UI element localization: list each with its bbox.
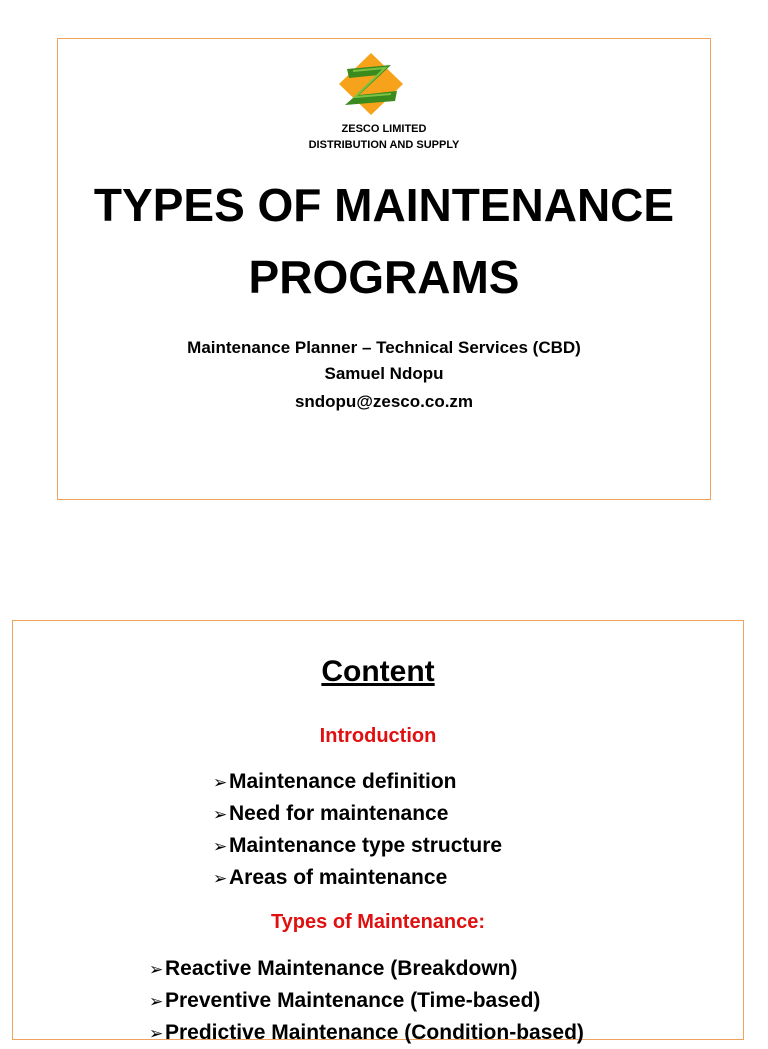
- content-slide: [12, 620, 744, 1044]
- arrow-bullet-icon: ➢: [149, 1024, 164, 1043]
- author-role: Maintenance Planner – Technical Services (CBD): [187, 338, 581, 357]
- list-item: ➢Areas of maintenance: [213, 862, 502, 894]
- list-item: ➢Predictive Maintenance (Condition-based): [149, 1017, 584, 1049]
- introduction-heading: Introduction: [319, 725, 437, 747]
- company-name: ZESCO LIMITED: [341, 123, 427, 135]
- arrow-bullet-icon: ➢: [213, 773, 228, 792]
- arrow-bullet-icon: ➢: [213, 869, 228, 888]
- arrow-bullet-icon: ➢: [149, 960, 164, 979]
- slide-title: [58, 169, 710, 313]
- types-heading: Types of Maintenance:: [270, 911, 486, 933]
- types-list: [149, 953, 584, 1049]
- author-name: Samuel Ndopu: [324, 364, 444, 383]
- company-unit: DISTRIBUTION AND SUPPLY: [308, 139, 460, 151]
- content-heading: Content: [321, 655, 435, 688]
- introduction-list: [213, 766, 502, 894]
- list-item: ➢Maintenance definition: [213, 766, 502, 798]
- arrow-bullet-icon: ➢: [213, 805, 228, 824]
- zesco-logo: [333, 51, 409, 117]
- list-item: ➢Need for maintenance: [213, 798, 502, 830]
- arrow-bullet-icon: ➢: [149, 992, 164, 1011]
- author-email: sndopu@zesco.co.zm: [294, 392, 474, 411]
- title-line-2: PROGRAMS: [248, 251, 520, 303]
- list-item: ➢Preventive Maintenance (Time-based): [149, 985, 584, 1017]
- title-line-1: TYPES OF MAINTENANCE: [93, 179, 675, 231]
- list-item: ➢Maintenance type structure: [213, 830, 502, 862]
- title-slide: [57, 38, 711, 500]
- arrow-bullet-icon: ➢: [213, 837, 228, 856]
- list-item: ➢Reactive Maintenance (Breakdown): [149, 953, 584, 985]
